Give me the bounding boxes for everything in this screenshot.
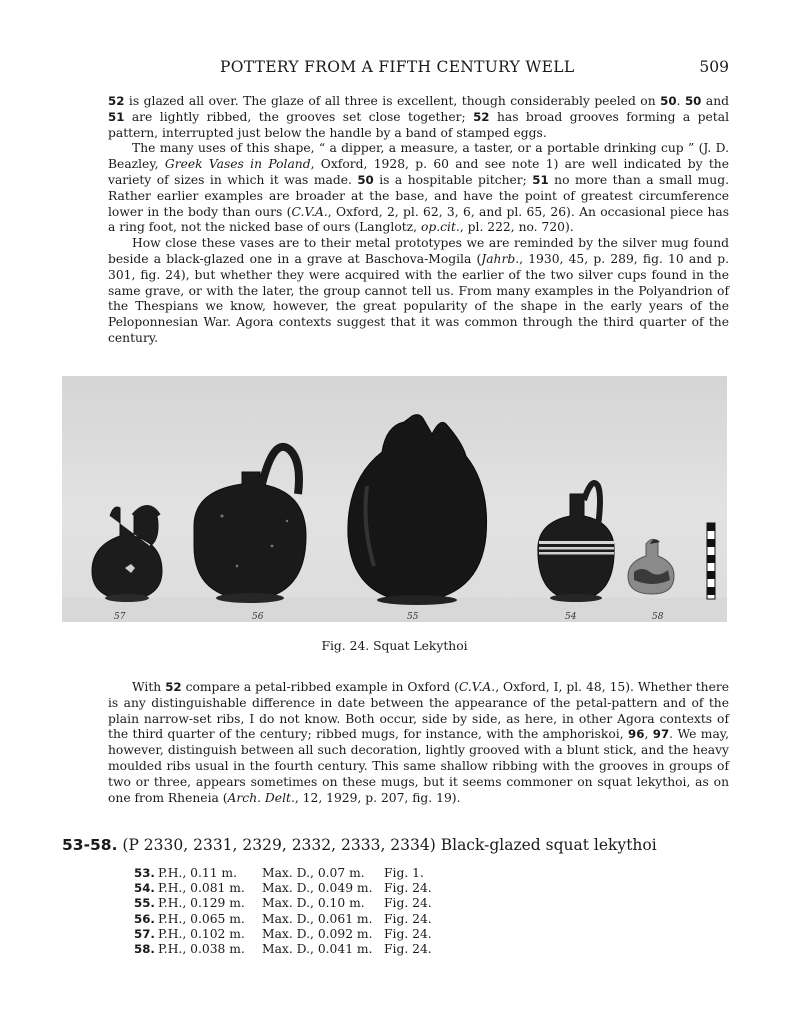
text-run: compare a petal-ribbed example in Oxford ( <box>181 680 459 694</box>
figure-caption: Fig. 24. Squat Lekythoi <box>321 639 468 653</box>
item-ref: 52 <box>108 94 125 108</box>
entry-height: P.H., 0.038 m. <box>158 941 245 956</box>
catalog-entry <box>134 927 432 942</box>
entry-diameter: Max. D., 0.092 m. <box>262 926 373 941</box>
entry-figure: Fig. 24. <box>384 881 432 896</box>
text-run: is glazed all over. The glaze of all three is excellent, though considerably peeled on <box>124 94 661 108</box>
catalog-entry <box>134 866 432 881</box>
text-run: . <box>676 94 685 108</box>
entry-height: P.H., 0.102 m. <box>158 926 245 941</box>
citation-title: C.V.A. <box>291 204 328 219</box>
entry-figure: Fig. 24. <box>384 896 432 911</box>
text-run: , 1930, 45, p. 289, fig. 10 and p. 301, fig. 24), but whether they were acquired with the earlier of the two silver cups found in the same grave, or with the later, the group cannot tell us. From many examples in the Polyandrion of the Thespians we know, however, the great popularity of the shape in the early years of the Peloponnesian War. Agora contexts suggest that it was common through the third quarter of the century. <box>108 251 729 345</box>
text-run: and <box>701 94 729 108</box>
text-run: is a hospitable pitcher; <box>373 172 533 187</box>
catalog-entry <box>134 896 432 911</box>
text-run: , 12, 1929, p. 207, fig. 19). <box>294 790 461 805</box>
item-ref: 50 <box>660 94 677 108</box>
entry-figure: Fig. 24. <box>384 926 432 941</box>
entry-number: 57. <box>134 926 155 941</box>
vase-58 <box>628 539 674 594</box>
citation-title: op.cit. <box>420 220 460 235</box>
vase-56 <box>194 447 306 603</box>
figure-label: 56 <box>252 612 264 622</box>
entry-number: 58. <box>134 941 155 956</box>
entry-number: 54. <box>134 881 155 896</box>
text-run: , Oxford, I, pl. 48, 15). Whether there is any distinguishable difference in date between the appearance of the petal-pattern and of the plain narrow-set ribs, I do not know. Both occur, side by side, as here, in other Agora contexts of the third quarter of the century; ribbed mugs, for instance, with the amphoriskoi, <box>108 680 730 742</box>
entry-figure: Fig. 24. <box>384 941 432 956</box>
item-ref: 51 <box>108 109 125 124</box>
figure-label: 58 <box>652 612 664 622</box>
entry-diameter: Max. D., 0.061 m. <box>262 911 373 926</box>
text-run: , Oxford, 1928, p. 60 and see note 1) are well indicated by the variety of sizes in which it was made. <box>108 157 729 187</box>
item-ref: 52 <box>165 680 182 694</box>
figure-label: 55 <box>407 612 419 622</box>
catalog-list <box>134 866 432 957</box>
scale-bar <box>707 523 715 599</box>
entry-height: P.H., 0.129 m. <box>158 896 245 911</box>
vase-57 <box>92 507 162 602</box>
item-ref: 50 <box>684 94 702 108</box>
catalog-heading <box>62 836 657 854</box>
paragraph-uses <box>108 141 729 236</box>
text-run: With <box>132 680 166 694</box>
item-ref: 97 <box>652 727 670 742</box>
entry-number: 55. <box>134 896 155 911</box>
text-run: no more than a small mug. Rather earlier examples are broader at the base, and have the point of greatest circumference lower in the body than ours ( <box>108 172 730 219</box>
catalog-range: 53-58. <box>62 836 118 854</box>
item-ref: 96 <box>628 727 645 742</box>
text-run: , Oxford, 2, pl. 62, 3, 6, and pl. 65, 26). An occasional piece has a ring foot, not the nicked base of ours (Langlotz, <box>108 204 729 235</box>
catalog-entry <box>134 942 432 957</box>
entry-figure: Fig. 1. <box>384 866 424 880</box>
item-ref: 50 <box>357 172 374 187</box>
vase-55 <box>348 415 487 605</box>
vases-illustration <box>62 376 727 622</box>
text-run: , <box>644 727 653 742</box>
page-number: 509 <box>699 58 729 76</box>
paragraph-prototypes <box>108 236 729 347</box>
entry-diameter: Max. D., 0.049 m. <box>262 881 373 896</box>
text-run: The many uses of this shape, “ a dipper, a measure, a taster, or a portable drinking cup ” (J. D. Beazley, <box>108 141 729 172</box>
figure-label: 54 <box>565 612 577 622</box>
body-text-bottom <box>108 680 729 806</box>
catalog-entry <box>134 881 432 896</box>
catalog-entry <box>134 912 432 927</box>
entry-figure: Fig. 24. <box>384 911 432 926</box>
citation-title: Jahrb. <box>481 251 520 266</box>
running-header <box>110 58 729 80</box>
running-title: POTTERY FROM A FIFTH CENTURY WELL <box>220 58 575 76</box>
entry-diameter: Max. D., 0.07 m. <box>262 866 365 880</box>
text-run: are lightly ribbed, the grooves set close together; <box>124 109 474 124</box>
vase-54 <box>538 483 614 602</box>
entry-number: 56. <box>134 911 155 926</box>
paragraph-petal-ribbed <box>108 680 729 806</box>
item-ref: 52 <box>473 109 490 124</box>
text-run: How close these vases are to their metal prototypes we are reminded by the silver mug found beside a black-glazed one in a grave at Baschova-Mogila ( <box>108 236 729 266</box>
entry-diameter: Max. D., 0.10 m. <box>262 896 365 911</box>
body-text-top <box>108 94 729 347</box>
item-ref: 51 <box>532 172 549 187</box>
citation-title: Greek Vases in Poland <box>164 157 311 172</box>
figure-label: 57 <box>114 612 126 622</box>
figure-photo-squat-lekythoi <box>62 376 727 622</box>
text-run: , pl. 222, no. 720). <box>459 220 574 235</box>
citation-title: C.V.A. <box>458 680 496 694</box>
entry-height: P.H., 0.081 m. <box>158 881 245 896</box>
catalog-title: (P 2330, 2331, 2329, 2332, 2333, 2334) Black-glazed squat lekythoi <box>117 836 657 854</box>
paragraph-glaze <box>108 94 729 141</box>
entry-diameter: Max. D., 0.041 m. <box>262 941 373 956</box>
citation-title: Arch. Delt. <box>227 790 295 805</box>
text-run: has broad grooves forming a petal pattern, interrupted just below the handle by a band of stamped eggs. <box>108 109 730 140</box>
entry-height: P.H., 0.11 m. <box>158 866 237 880</box>
text-run: . We may, however, distinguish between all such decoration, lightly grooved with a blunt stick, and the heavy moulded ribs usual in the fourth century. This same shallow ribbing with the grooves in groups of two or three, appears sometimes on these mugs, but it seems commoner on squat lekythoi, as on one from Rheneia ( <box>108 727 729 805</box>
entry-height: P.H., 0.065 m. <box>158 911 245 926</box>
entry-number: 53. <box>134 866 155 880</box>
